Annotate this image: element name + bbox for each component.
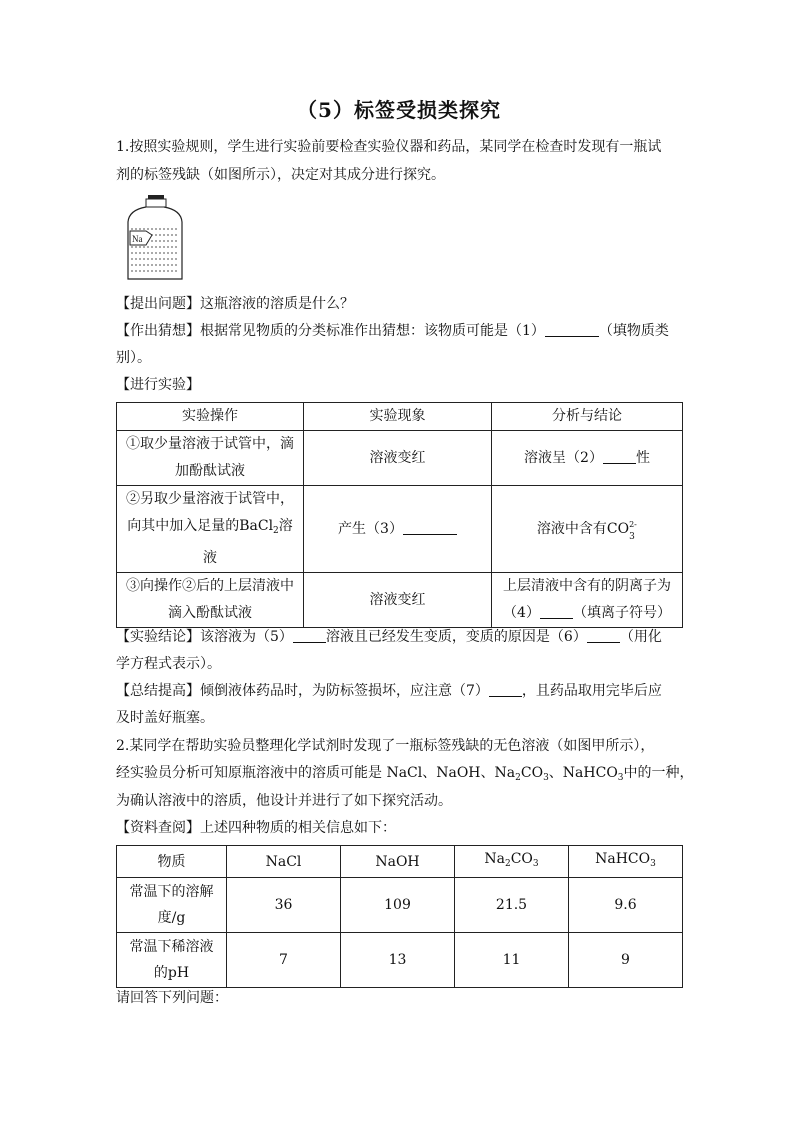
q1-intro-line2: 剂的标签残缺（如图所示），决定对其成分进行探究。 [116,167,445,183]
table-row [117,933,683,988]
table-header-row [117,403,683,431]
ph-nahco3: 9 [569,933,683,988]
ph-label-line2: 的pH [153,965,190,981]
conclusion-text-a: 【实验结论】该溶液为（5） [116,629,293,645]
conclusion-line2: 学方程式表示）。 [116,656,221,672]
header-operation: 实验操作 [117,403,304,431]
conclusion-1-text-b: 性 [635,449,650,466]
carbonate-superscript: 2- [629,519,637,529]
summary-text-a: 【总结提高】倾倒液体药品时，为防标签损坏，应注意（7） [116,683,489,699]
ph-nacl: 7 [227,933,341,988]
table-row [117,878,683,933]
na2co3-text-a: Na [484,851,505,867]
q1-intro-line1: 1.按照实验规则，学生进行实验前要检查实验仪器和药品，某同学在检查时发现有一瓶试 [116,139,662,155]
operation-cell-1 [117,431,304,486]
conclusion-3-line2 [498,600,676,627]
q2-sub-2: 3 [543,773,549,783]
conclusion-3-text-b: （填离子符号） [572,605,671,621]
q2-line3: 为确认溶液中的溶质，他设计并进行了如下探究活动。 [116,793,452,809]
solubility-nahco3: 9.6 [569,878,683,933]
answer-prompt: 请回答下列问题： [116,990,228,1006]
operation-1-line1: ①取少量溶液于试管中，滴 [126,436,294,452]
operation-cell-3 [117,573,304,628]
guess-line2: 别）。 [116,350,151,366]
operation-3-line1: ③向操作②后的上层清液中 [126,578,294,594]
ask-question: 【提出问题】这瓶溶液的溶质是什么？ [116,296,354,312]
q2-sub-1: 2 [515,773,521,783]
guess-text-a: 【作出猜想】根据常见物质的分类标准作出猜想：该物质可能是（1） [116,323,545,339]
experiment-table [116,402,683,628]
solubility-na2co3: 21.5 [455,878,569,933]
phenomenon-cell-1: 溶液变红 [304,431,492,486]
page-title: （5）标签受损类探究 [297,98,501,122]
answer-blank-6[interactable] [587,628,620,643]
carbonate-charge [629,519,637,542]
q2-sub-3: 3 [617,773,624,783]
na2co3-sub-1: 2 [504,859,511,869]
answer-blank-4[interactable] [540,604,573,619]
bottle-label-text: Na [132,234,143,244]
header-conclusion: 分析与结论 [492,403,683,431]
phenomenon-cell-2 [304,486,492,573]
conclusion-1-text-a: 溶液呈（2） [524,449,603,466]
guess-line1 [116,322,669,340]
operation-3-line2: 滴入酚酞试液 [168,605,252,621]
table-row [117,573,683,628]
header-nahco3 [569,846,683,878]
answer-blank-3[interactable] [403,520,457,535]
answer-blank-5[interactable] [293,628,326,643]
header-na2co3 [455,846,569,878]
table-row [117,431,683,486]
summary-text-b: ，且药品取用完毕后应 [521,683,662,699]
operation-2-subscript: 2 [273,526,279,536]
answer-blank-7[interactable] [489,682,522,697]
substance-info-table [116,845,683,988]
row-label-solubility [117,878,227,933]
header-nacl: NaCl [227,846,341,878]
ph-naoh: 13 [341,933,455,988]
conclusion-2-text: 溶液中含有CO [536,520,630,537]
summary-line2: 及时盖好瓶塞。 [116,710,214,726]
q2-line2-text-d: 中的一种， [623,765,694,781]
operation-2-text-a: 向其中加入足量的BaCl [127,518,274,534]
row-label-ph [117,933,227,988]
phenomenon-2-text: 产生（3） [338,520,403,537]
guess-text-b: （填物质类 [598,323,669,339]
nahco3-text: NaHCO [595,851,651,867]
operation-cell-2 [117,486,304,573]
q2-line2 [116,764,694,787]
phenomenon-cell-3: 溶液变红 [304,573,492,628]
conclusion-3-text-a: （4） [503,605,540,621]
operation-2-text-b: 溶 [278,518,293,534]
header-naoh: NaOH [341,846,455,878]
q2-line1: 2.某同学在帮助实验员整理化学试剂时发现了一瓶标签残缺的无色溶液（如图甲所示）， [116,738,655,754]
operation-2-line3: 液 [203,550,217,566]
info-heading: 【资料查阅】上述四种物质的相关信息如下： [116,820,396,836]
solubility-label-line1: 常温下的溶解 [129,884,214,900]
summary-line1 [116,682,662,700]
nahco3-sub: 3 [650,859,656,869]
q2-line2-text-b: CO [520,765,544,781]
answer-blank-1[interactable] [545,322,599,337]
solubility-naoh: 109 [341,878,455,933]
header-substance: 物质 [117,846,227,878]
solubility-nacl: 36 [227,878,341,933]
ph-na2co3: 11 [455,933,569,988]
conclusion-line1 [116,628,662,646]
header-phenomenon: 实验现象 [304,403,492,431]
table-header-row [117,846,683,878]
reagent-bottle-figure [126,195,184,283]
conclusion-3-line1: 上层清液中含有的阴离子为 [503,578,671,594]
answer-blank-2[interactable] [603,449,636,464]
table-row [117,486,683,573]
operation-1-line2: 加酚酞试液 [175,463,245,479]
conclusion-cell-2 [492,486,683,573]
conclusion-text-c: （用化 [619,629,662,645]
conclusion-cell-3 [492,573,683,628]
q2-line2-text-c: 、NaHCO [548,765,618,781]
conclusion-text-b: 溶液且已经发生变质，变质的原因是（6） [325,629,587,645]
conclusion-cell-1 [492,431,683,486]
experiment-heading: 【进行实验】 [116,377,200,393]
ph-label-line1: 常温下稀溶液 [129,939,214,955]
operation-2-line2 [123,513,297,545]
q2-line2-text-a: 经实验员分析可知原瓶溶液中的溶质可能是 NaCl、NaOH、Na [116,765,516,781]
operation-2-line1: ②另取少量溶液于试管中， [126,491,294,507]
na2co3-sub-2: 3 [532,859,539,869]
na2co3-text-b: CO [510,851,533,867]
carbonate-subscript: 3 [629,531,635,542]
solubility-label-line2: 度/g [157,910,186,926]
